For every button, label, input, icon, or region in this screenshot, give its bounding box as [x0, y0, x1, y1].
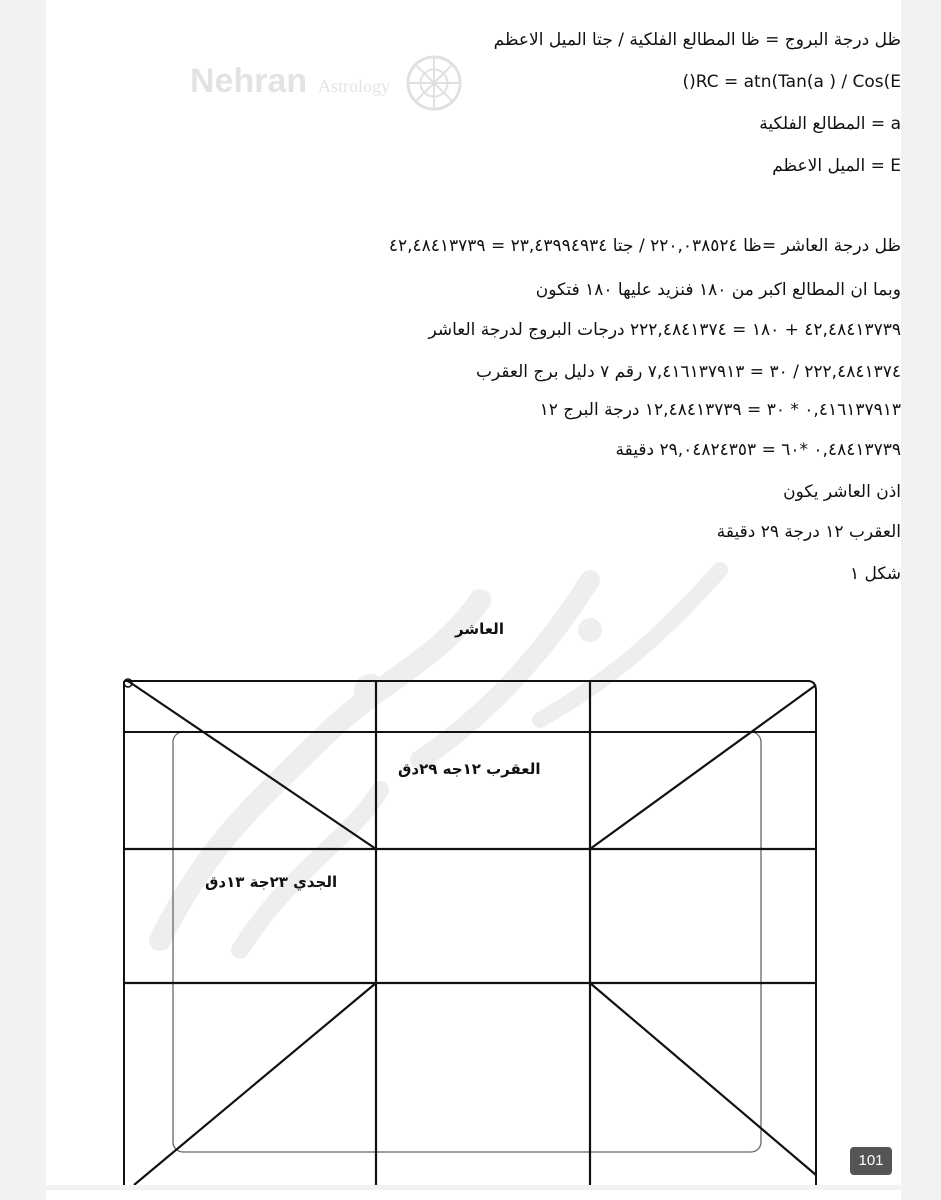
next-page-edge	[46, 1190, 901, 1200]
chart-diagonal-top-right	[590, 685, 816, 849]
page-number-badge: 101	[850, 1147, 892, 1175]
chart-inner-frame	[173, 732, 761, 1152]
calc-line-4: ٢٢٢,٤٨٤١٣٧٤ / ٣٠ = ٧,٤١٦١٣٧٩١٣ رقم ٧ دليل برج العقرب	[475, 362, 901, 382]
formula-equation: ()RC = atn(Tan(a ) / Cos(E	[682, 72, 901, 92]
calc-line-6: ٠,٤٨٤١٣٧٣٩ *٦٠ = ٢٩,٠٤٨٢٤٣٥٣ دقيقة	[615, 440, 901, 460]
chart-diagonal-top-left	[128, 681, 376, 849]
calc-line-2: وبما ان المطالع اكبر من ١٨٠ فنزيد عليها ١٨٠ فتكون	[535, 280, 901, 300]
calc-line-7: اذن العاشر يكون	[783, 482, 901, 502]
formula-variable-a: a = المطالع الفلكية	[759, 114, 901, 134]
figure-caption: شكل ١	[849, 564, 901, 584]
calc-line-5: ٠,٤١٦١٣٧٩١٣ * ٣٠ = ١٢,٤٨٤١٣٧٣٩ درجة البرج ١٢	[539, 400, 901, 420]
chart-diagonal-bottom-right	[590, 983, 816, 1175]
calc-line-1: ظل درجة العاشر =ظا ٢٢٠,٠٣٨٥٢٤ / جتا ٢٣,٤٣٩٩٤٩٣٤ = ٤٢,٤٨٤١٣٧٣٩	[388, 236, 901, 256]
chart-title: العاشر	[455, 620, 504, 638]
chart-diagonal-bottom-left	[134, 983, 376, 1185]
formula-variable-e: E = الميل الاعظم	[772, 156, 901, 176]
house-11-label: الجدي ٢٣جة ١٣دق	[205, 873, 338, 891]
calc-result: العقرب ١٢ درجة ٢٩ دقيقة	[716, 522, 901, 542]
formula-definition: ظل درجة البروج = ظا المطالع الفلكية / جتا الميل الاعظم	[493, 30, 901, 50]
house-10-label: العقرب ١٢جه ٢٩دق	[398, 760, 541, 778]
chart-outer-frame	[124, 681, 816, 1185]
calc-line-3: ٤٢,٤٨٤١٣٧٣٩ + ١٨٠ = ٢٢٢,٤٨٤١٣٧٤ درجات البروج لدرجة العاشر	[428, 320, 901, 340]
horoscope-chart	[74, 615, 834, 1185]
